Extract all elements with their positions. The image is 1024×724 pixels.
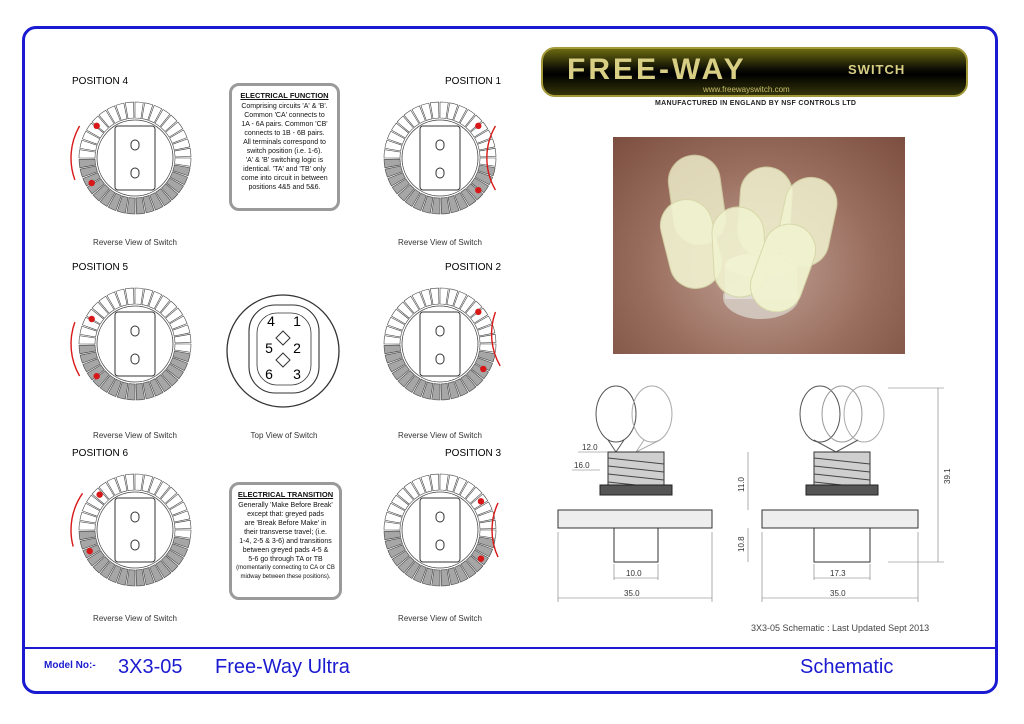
position-4-title: POSITION 4 bbox=[72, 76, 129, 87]
ef-line: come into circuit in between bbox=[241, 175, 328, 182]
top-view-num-2: 2 bbox=[293, 340, 301, 356]
terminal-pad bbox=[440, 474, 448, 490]
ef-line: identical. 'TA' and 'TB' only bbox=[243, 166, 326, 173]
et-line: between greyed pads 4-5 & bbox=[242, 547, 329, 554]
terminal-pad bbox=[175, 344, 191, 352]
caption-position-2: Reverse View of Switch bbox=[398, 431, 482, 440]
front-dim-11: 11.0 bbox=[737, 477, 746, 492]
caption-position-4: Reverse View of Switch bbox=[93, 238, 177, 247]
front-dim-35: 35.0 bbox=[830, 589, 846, 598]
terminal-pad bbox=[440, 102, 448, 118]
brand-sub-text: SWITCH bbox=[848, 62, 906, 77]
top-view-num-3: 3 bbox=[293, 366, 301, 382]
ef-line: 'A' & 'B' switching logic is bbox=[245, 157, 324, 164]
terminal-pad bbox=[432, 570, 440, 586]
et-line: their transverse travel; (i.e. bbox=[244, 529, 327, 536]
terminal-pad bbox=[440, 288, 448, 304]
terminal-pad bbox=[175, 158, 191, 166]
top-view-diagram bbox=[225, 291, 341, 421]
terminal-pad bbox=[135, 474, 143, 490]
terminal-pad bbox=[135, 288, 143, 304]
footer-divider bbox=[25, 647, 995, 649]
caption-top-view: Top View of Switch bbox=[250, 431, 318, 440]
side-dim-16: 16.0 bbox=[574, 461, 590, 470]
terminal-pad bbox=[480, 530, 496, 538]
front-dim-10-8: 10.8 bbox=[737, 536, 746, 552]
contact-marker bbox=[478, 498, 484, 504]
switch-diagram-position-3 bbox=[360, 460, 520, 600]
top-view-num-1: 1 bbox=[293, 313, 301, 329]
ef-line: positions 4&5 and 5&6. bbox=[248, 184, 321, 191]
switch-diagram-position-4 bbox=[55, 88, 215, 228]
et-line: midway between these positions). bbox=[240, 574, 331, 580]
contact-marker bbox=[96, 491, 102, 497]
switch-diagram-position-5 bbox=[55, 274, 215, 414]
terminal-pad bbox=[135, 102, 143, 118]
side-dim-10: 10.0 bbox=[626, 569, 642, 578]
brand-main-text: FREE-WAY bbox=[567, 53, 747, 86]
contact-arc bbox=[71, 322, 80, 376]
product-photo bbox=[613, 137, 905, 354]
contact-marker bbox=[475, 187, 481, 193]
terminal-pad bbox=[79, 336, 95, 344]
caption-position-5: Reverse View of Switch bbox=[93, 431, 177, 440]
ef-line: Comprising circuits 'A' & 'B'. bbox=[241, 103, 328, 110]
ef-line: Common 'CA' connects to bbox=[244, 112, 325, 119]
et-line: 1-4, 2-5 & 3-6) and transitions bbox=[239, 538, 332, 545]
terminal-pad bbox=[127, 384, 135, 400]
terminal-pad bbox=[127, 570, 135, 586]
front-dim-39-1: 39.1 bbox=[943, 468, 952, 484]
caption-position-3: Reverse View of Switch bbox=[398, 614, 482, 623]
electrical-function-box bbox=[229, 83, 340, 211]
et-line: (momentarily connecting to CA or CB bbox=[236, 565, 335, 571]
switch-diagram-position-1 bbox=[360, 88, 520, 228]
product-photo-illustration bbox=[613, 137, 905, 354]
switch-plate bbox=[115, 498, 155, 562]
switch-plate bbox=[115, 126, 155, 190]
switch-plate bbox=[420, 312, 460, 376]
position-6-title: POSITION 6 bbox=[72, 448, 129, 459]
contact-marker bbox=[86, 548, 92, 554]
switch-plate bbox=[115, 312, 155, 376]
switch-plate bbox=[420, 126, 460, 190]
contact-marker bbox=[93, 373, 99, 379]
schematic-note: 3X3-05 Schematic : Last Updated Sept 2013 bbox=[751, 623, 930, 633]
caption-position-6: Reverse View of Switch bbox=[93, 614, 177, 623]
contact-marker bbox=[475, 309, 481, 315]
contact-arc bbox=[71, 126, 80, 180]
terminal-pad bbox=[432, 198, 440, 214]
et-line: Generally 'Make Before Break' bbox=[238, 502, 333, 509]
terminal-pad bbox=[175, 530, 191, 538]
brand-logo bbox=[541, 47, 968, 97]
switch-plate bbox=[420, 498, 460, 562]
caption-position-1: Reverse View of Switch bbox=[398, 238, 482, 247]
model-label: Model No:- bbox=[44, 660, 96, 671]
position-5-title: POSITION 5 bbox=[72, 262, 129, 273]
top-view-num-6: 6 bbox=[265, 366, 273, 382]
front-view-drawing bbox=[738, 384, 978, 612]
ef-line: connects to 1B - 6B pairs. bbox=[244, 130, 325, 137]
et-line: except that: greyed pads bbox=[247, 511, 324, 518]
position-3-title: POSITION 3 bbox=[445, 448, 502, 459]
electrical-function-heading: ELECTRICAL FUNCTION bbox=[240, 91, 329, 100]
contact-marker bbox=[93, 123, 99, 129]
side-view-drawing bbox=[552, 384, 722, 612]
et-line: 5-6 go through TA or TB bbox=[248, 556, 323, 563]
brand-url-text: www.freewayswitch.com bbox=[703, 85, 790, 94]
position-1-title: POSITION 1 bbox=[445, 76, 502, 87]
et-line: are 'Break Before Make' in bbox=[244, 520, 327, 527]
manufacturer-text: MANUFACTURED IN ENGLAND BY NSF CONTROLS LTD bbox=[655, 100, 857, 107]
position-2-title: POSITION 2 bbox=[445, 262, 502, 273]
terminal-pad bbox=[384, 150, 400, 158]
contact-marker bbox=[88, 316, 94, 322]
front-dim-17-3: 17.3 bbox=[830, 569, 846, 578]
terminal-pad bbox=[432, 384, 440, 400]
switch-diagram-position-2 bbox=[360, 274, 520, 414]
ef-line: All terminals correspond to bbox=[243, 139, 326, 146]
model-number: 3X3-05 bbox=[118, 656, 183, 678]
ef-line: 1A - 6A pairs. Common 'CB' bbox=[241, 121, 328, 128]
contact-marker bbox=[88, 180, 94, 186]
terminal-pad bbox=[79, 522, 95, 530]
terminal-pad bbox=[384, 522, 400, 530]
side-dim-12: 12.0 bbox=[582, 443, 598, 452]
terminal-pad bbox=[127, 198, 135, 214]
contact-marker bbox=[478, 555, 484, 561]
electrical-transition-box bbox=[229, 482, 342, 600]
top-view-num-4: 4 bbox=[267, 313, 275, 329]
top-view-num-5: 5 bbox=[265, 340, 273, 356]
contact-marker bbox=[480, 366, 486, 372]
terminal-pad bbox=[79, 150, 95, 158]
ef-line: switch position (i.e. 1-6). bbox=[246, 148, 323, 155]
electrical-transition-heading: ELECTRICAL TRANSITION bbox=[237, 490, 334, 499]
switch-diagram-position-6 bbox=[55, 460, 215, 600]
product-name: Free-Way Ultra bbox=[215, 656, 350, 678]
terminal-pad bbox=[384, 336, 400, 344]
side-dim-35: 35.0 bbox=[624, 589, 640, 598]
doc-type: Schematic bbox=[800, 656, 894, 678]
contact-marker bbox=[475, 123, 481, 129]
